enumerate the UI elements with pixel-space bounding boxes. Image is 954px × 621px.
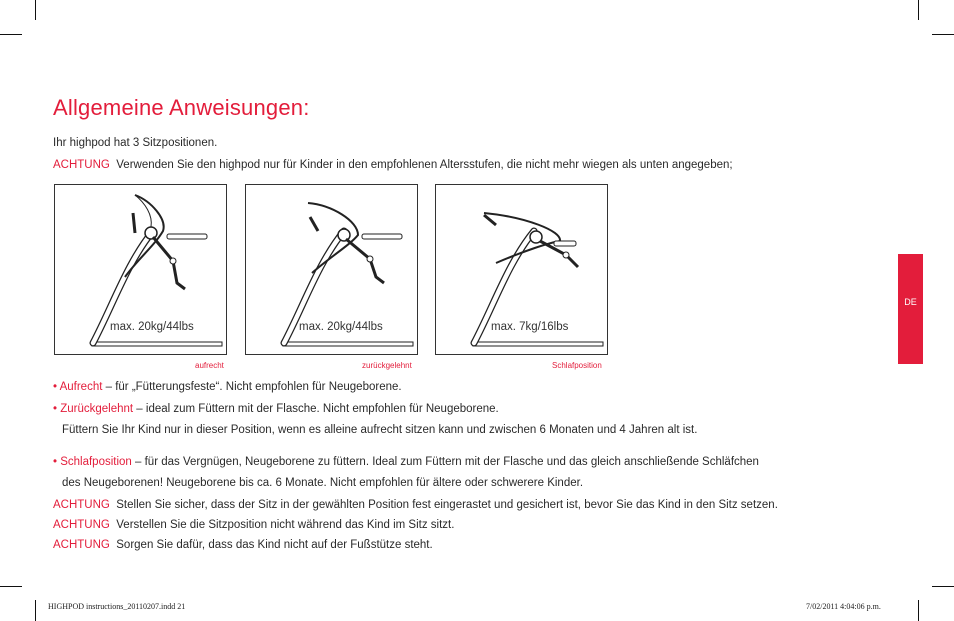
warning-label: ACHTUNG (53, 519, 110, 531)
footer-filename: HIGHPOD instructions_20110207.indd 21 (48, 602, 186, 611)
crop-mark (932, 34, 954, 35)
footer-timestamp: 7/02/2011 4:04:06 p.m. (806, 602, 881, 611)
warning-top (53, 158, 733, 172)
warning-text: Verstellen Sie die Sitzposition nicht während das Kind im Sitz sitzt. (116, 519, 455, 531)
warning-label: ACHTUNG (53, 499, 110, 511)
warning-1 (53, 498, 778, 512)
warning-3 (53, 538, 433, 552)
bullet-reclined-line2: Füttern Sie Ihr Kind nur in dieser Position, wenn es alleine aufrecht sitzen kann und zwischen 6 Monaten und 4 Jahren alt ist. (62, 424, 698, 436)
caption-reclined: zurückgelehnt (362, 361, 412, 370)
bullet-term: • Schlafposition (53, 456, 132, 468)
max-weight-label: max. 20kg/44lbs (110, 321, 194, 333)
bullet-text: – für „Fütterungsfeste“. Nicht empfohlen für Neugeborene. (102, 381, 402, 393)
bullet-sleep-line2: des Neugeborenen! Neugeborene bis ca. 6 Monate. Nicht empfohlen für ältere oder schwerere Kinder. (62, 477, 584, 489)
bullet-sleep (53, 455, 759, 469)
crop-mark (0, 586, 22, 587)
warning-text: Sorgen Sie dafür, dass das Kind nicht auf der Fußstütze steht. (116, 539, 433, 551)
warning-label: ACHTUNG (53, 539, 110, 551)
figure-reclined (245, 184, 418, 355)
crop-mark (35, 600, 36, 621)
page-title: Allgemeine Anweisungen: (53, 95, 310, 120)
bullet-text: – für das Vergnügen, Neugeborene zu füttern. Ideal zum Füttern mit der Flasche und das gleich anschließende Schläfchen (131, 456, 759, 468)
figure-sleep (435, 184, 608, 355)
warning-text: Stellen Sie sicher, dass der Sitz in der gewählten Position fest eingerastet und gesichert ist, bevor Sie das Kind in den Sitz setzen. (116, 499, 778, 511)
crop-mark (918, 0, 919, 20)
warning-label: ACHTUNG (53, 159, 110, 171)
bullet-term: • Aufrecht (53, 381, 103, 393)
figure-upright (54, 184, 227, 355)
bullet-upright (53, 380, 402, 394)
crop-mark (0, 34, 22, 35)
crop-mark (932, 586, 954, 587)
bullet-term: • Zurückgelehnt (53, 403, 134, 415)
warning-2 (53, 518, 454, 532)
caption-sleep: Schlafposition (552, 361, 602, 370)
crop-mark (918, 600, 919, 621)
language-tab-label: DE (904, 297, 917, 307)
caption-upright: aufrecht (195, 361, 224, 370)
intro-text: Ihr highpod hat 3 Sitzpositionen. (53, 137, 218, 149)
max-weight-label: max. 20kg/44lbs (299, 321, 383, 333)
language-tab (898, 254, 923, 364)
bullet-reclined (53, 402, 499, 416)
bullet-text: – ideal zum Füttern mit der Flasche. Nicht empfohlen für Neugeborene. (133, 403, 499, 415)
warning-text: Verwenden Sie den highpod nur für Kinder in den empfohlenen Altersstufen, die nicht mehr wiegen als unten angegeben; (116, 159, 733, 171)
max-weight-label: max. 7kg/16lbs (491, 321, 569, 333)
crop-mark (35, 0, 36, 20)
